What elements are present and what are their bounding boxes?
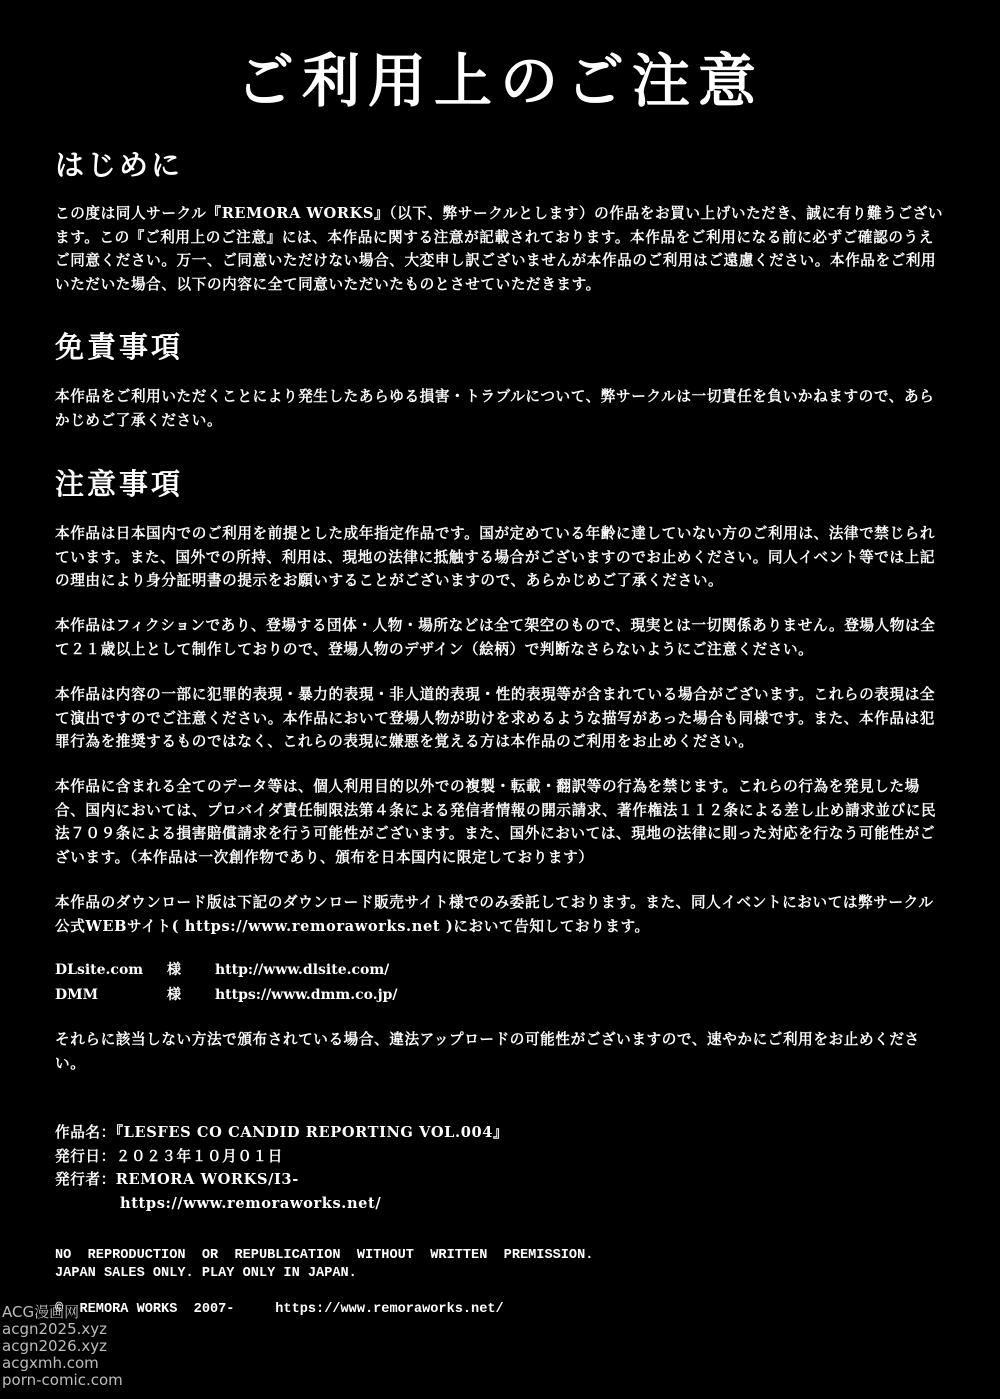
work-publisher-line: 発行者：REMORA WORKS/I3- (55, 1171, 299, 1188)
watermark-line: porn-comic.com (2, 1371, 123, 1389)
store-row-dlsite (55, 958, 389, 982)
heading-disclaimer: 免責事項 (55, 330, 184, 364)
notes-paragraph-1: 本作品は日本国内でのご利用を前提とした成年指定作品です。国が定めている年齢に達していない方のご利用は、法律で禁じられています。また、国外での所持、利用は、現地の法律に抵触する場合がございますのでお止めください。同人イベント等では上記の理由により身分証明書の提示をお願いすることがございますので、あらかじめご了承ください。 (55, 525, 936, 589)
watermark-line: acgxmh.com (2, 1354, 99, 1372)
work-title-line: 作品名：『LESFES CO CANDID REPORTING VOL.004』 (55, 1124, 509, 1141)
store-name: DMM (55, 987, 99, 1003)
copyright-line: © REMORA WORKS 2007- https://www.remoraworks.net/ (55, 1302, 504, 1317)
notes-paragraph-4: 本作品に含まれる全てのデータ等は、個人利用目的以外での複製・転載・翻訳等の行為を禁じます。これらの行為を発見した場合、国内においては、プロバイダ責任制限法第４条による発信者情報の開示請求、著作権法１１２条による差し止め請求並びに民法７０９条による損害賠償請求を行う可能性がございます。また、国外においては、現地の法律に則った対応を行なう可能性がございます。（本作品は一次創作物であり、頒布を日本国内に限定しております） (55, 778, 937, 866)
watermark (2, 1304, 123, 1389)
watermark-line: ACG漫画网 (2, 1303, 80, 1321)
watermark-line: acgn2025.xyz (2, 1320, 108, 1338)
store-name: DLsite.com (55, 962, 144, 978)
heading-notes: 注意事項 (55, 467, 184, 501)
watermark-line: acgn2026.xyz (2, 1337, 108, 1355)
store-row-dmm (55, 983, 398, 1007)
page-title: ご利用上のご注意 (235, 47, 764, 115)
store-honorific: 様 (167, 987, 181, 1003)
store-honorific: 様 (167, 962, 181, 978)
work-date-line: 発行日：２０２３年１０月０１日 (55, 1147, 283, 1165)
publisher-url-link[interactable]: https://www.remoraworks.net/ (120, 1194, 382, 1212)
disclaimer-paragraph: 本作品をご利用いただくことにより発生したあらゆる損害・トラブルについて、弊サークルは一切責任を負いかねますので、あらかじめご了承ください。 (55, 388, 935, 429)
legal-line-1: NO REPRODUCTION OR REPUBLICATION WITHOUT WRITTEN PREMISSION. (55, 1248, 594, 1263)
store-url-link[interactable]: http://www.dlsite.com/ (215, 962, 390, 978)
notes-paragraph-6: それらに該当しない方法で頒布されている場合、違法アップロードの可能性がございますので、速やかにご利用をお止めください。 (55, 1031, 920, 1072)
heading-intro: はじめに (55, 148, 184, 182)
notes-paragraph-5: 本作品のダウンロード版は下記のダウンロード販売サイト様でのみ委託しております。また、同人イベントにおいては弊サークル公式WEBサイト( https://www.remoraworks.net )において告知しております。 (55, 894, 934, 935)
notes-paragraph-3: 本作品は内容の一部に犯罪的表現・暴力的表現・非人道的表現・性的表現等が含まれている場合がございます。これらの表現は全て演出ですのでご注意ください。本作品において登場人物が助けを求めるような描写があった場合も同様です。また、本作品は犯罪行為を推奨するものではなく、これらの表現に嫌悪を覚える方は本作品のご利用をお止めください。 (55, 686, 936, 750)
store-url-link[interactable]: https://www.dmm.co.jp/ (215, 987, 398, 1003)
notes-paragraph-2: 本作品はフィクションであり、登場する団体・人物・場所などは全て架空のもので、現実とは一切関係ありません。登場人物は全て２１歳以上として制作しておりので、登場人物のデザイン（絵柄）で判断なさらないようにご注意ください。 (55, 617, 936, 658)
legal-line-2: JAPAN SALES ONLY. PLAY ONLY IN JAPAN. (55, 1266, 357, 1281)
intro-paragraph: この度は同人サークル『REMORA WORKS』（以下、弊サークルとします）の作品をお買い上げいただき、誠に有り難うございます。この『ご利用上のご注意』には、本作品に関する注意が記載されております。本作品をご利用になる前に必ずご確認のうえご同意ください。万一、ご同意いただけない場合、大変申し訳ございませんが本作品のご利用はご遠慮ください。本作品をご利用いただいた場合、以下の内容に全て同意いただいたものとさせていただきます。 (55, 205, 944, 293)
work-info (55, 1121, 508, 1215)
